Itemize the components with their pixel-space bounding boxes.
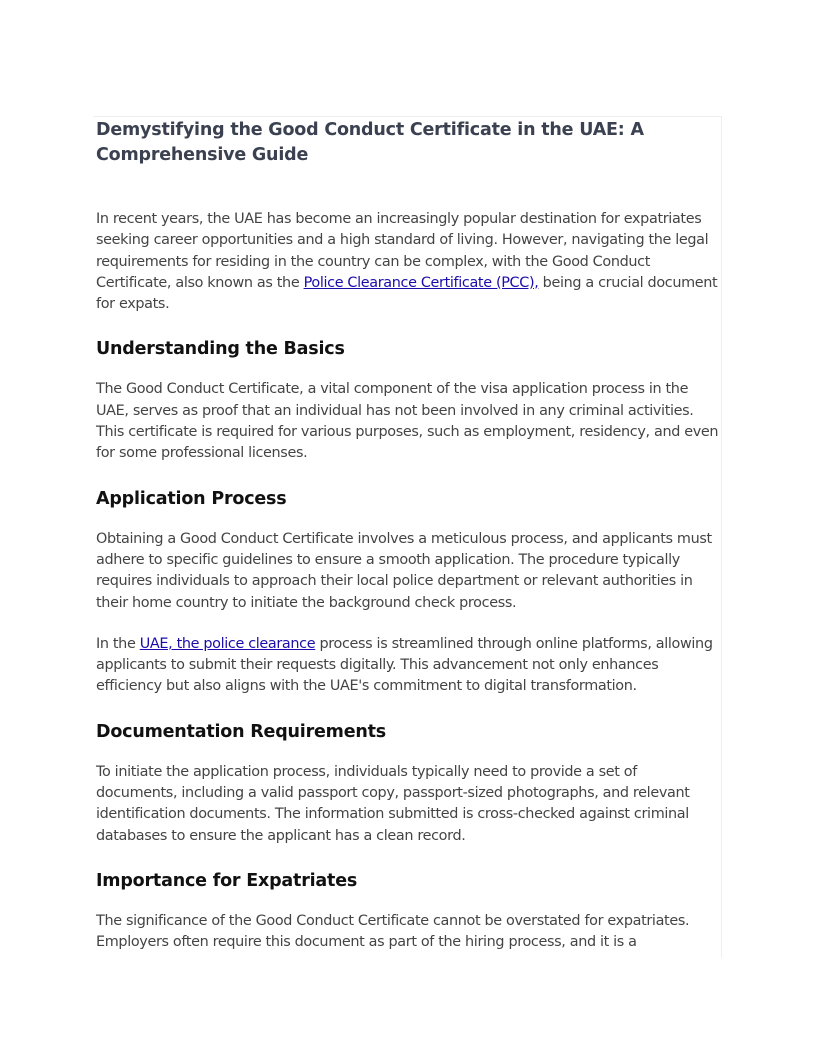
text-line: databases to ensure the applicant has a clean record. — [96, 827, 466, 844]
section-paragraph-expatriates — [96, 911, 724, 954]
text-line: adhere to specific guidelines to ensure a smooth application. The procedure typically — [96, 551, 680, 568]
section-paragraph-basics — [96, 379, 724, 464]
text-line: Obtaining a Good Conduct Certificate involves a meticulous process, and applicants must — [96, 530, 712, 547]
online-text-end: efficiency but also aligns with the UAE's commitment to digital transformation. — [96, 678, 637, 695]
text-line: This certificate is required for various purposes, such as employment, residency, and even — [96, 424, 719, 441]
section-heading-expatriates: Importance for Expatriates — [96, 870, 358, 891]
intro-text-end: for expats. — [96, 296, 170, 313]
online-text-end: process is streamlined through online platforms, allowing — [319, 635, 713, 652]
text-line — [96, 252, 724, 273]
intro-text-start: seeking career opportunities and a high standard of living. However, navigating the legal — [96, 232, 709, 249]
intro-text-start: Certificate, also known as the — [96, 274, 300, 291]
section-heading-documentation: Documentation Requirements — [96, 721, 387, 742]
text-line — [96, 634, 724, 655]
text-line: for some professional licenses. — [96, 445, 308, 462]
pcc-link[interactable]: Police Clearance Certificate (PCC), — [303, 274, 539, 291]
intro-text-start: In recent years, the UAE has become an increasingly popular destination for expatriates — [96, 211, 702, 227]
section-paragraph-documentation — [96, 762, 724, 847]
text-line: To initiate the application process, individuals typically need to provide a set of — [96, 763, 637, 780]
section-heading-basics: Understanding the Basics — [96, 339, 345, 360]
text-line: their home country to initiate the background check process. — [96, 594, 517, 611]
text-line: documents, including a valid passport copy, passport-sized photographs, and relevant — [96, 785, 690, 802]
document-title: Demystifying the Good Conduct Certificate in the UAE: A Comprehensive Guide — [96, 120, 644, 165]
text-line — [96, 676, 724, 697]
text-line: requires individuals to approach their local police department or relevant authorities in — [96, 573, 693, 590]
online-text-end: applicants to submit their requests digitally. This advancement not only enhances — [96, 657, 659, 674]
uae-police-clearance-link[interactable]: UAE, the police clearance — [139, 635, 316, 652]
online-text-start: In the — [96, 635, 136, 652]
text-line — [96, 655, 724, 676]
text-line: Employers often require this document as part of the hiring process, and it is a — [96, 934, 637, 951]
section-paragraph-application-online — [96, 634, 724, 698]
document-body — [96, 118, 724, 954]
text-line — [96, 294, 724, 315]
text-line: identification documents. The information submitted is cross-checked against criminal — [96, 806, 689, 823]
text-line — [96, 209, 724, 230]
intro-text-start: requirements for residing in the country can be complex, with the Good Conduct — [96, 253, 651, 270]
intro-paragraph — [96, 209, 724, 315]
intro-text-end: being a crucial document — [542, 274, 718, 291]
section-paragraph-application — [96, 529, 724, 614]
text-line — [96, 230, 724, 251]
text-line: The Good Conduct Certificate, a vital component of the visa application process in the — [96, 381, 689, 398]
text-line: UAE, serves as proof that an individual has not been involved in any criminal activities. — [96, 402, 694, 419]
section-heading-application: Application Process — [96, 488, 287, 509]
text-line: The significance of the Good Conduct Certificate cannot be overstated for expatriates. — [96, 912, 690, 929]
text-line — [96, 273, 724, 294]
